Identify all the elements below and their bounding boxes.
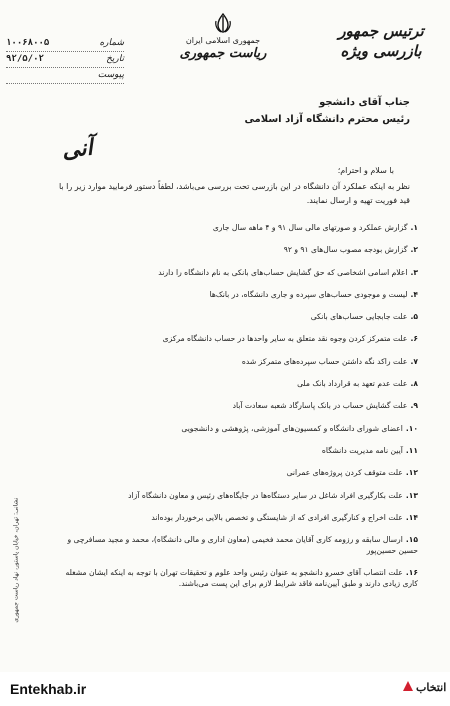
list-item (48, 445, 418, 456)
list-item (48, 222, 418, 233)
list-item-text: علت متوقف کردن پروژه‌های عمرانی (286, 468, 403, 478)
header-reference-block (6, 36, 124, 84)
request-list (48, 222, 418, 601)
intro-paragraph: نظر به اینکه عملکرد آن دانشگاه در این بازرسی تحت بررسی می‌باشد، لطفاً دستور فرمایید موارد زیر را با قید فوریت تهیه و ارسال نمایند. (58, 182, 410, 205)
list-item-number: ۱۵. (405, 535, 418, 545)
list-item-number: ۱۶. (405, 568, 418, 578)
list-item-number: ۱۲. (405, 468, 418, 478)
logo-text: انتخاب (416, 681, 447, 694)
list-item-text: لیست و موجودی حساب‌های سپرده و جاری دانشگاه، در بانک‌ها (209, 289, 408, 299)
reference-number-row (6, 36, 124, 52)
list-item-text: ارسال سابقه و رزومه کاری آقایان محمد فخیمی (معاون اداری و مالی دانشگاه)، محمد و مجید مسافرچی و حسین حسین‌پور (67, 535, 418, 556)
addressee-title: رئیس محترم دانشگاه آزاد اسلامی (244, 114, 410, 125)
margin-note (8, 497, 20, 660)
list-item-text: علت متمرکز کردن وجوه نقد متعلق به سایر واحدها در حساب دانشگاه مرکزی (162, 334, 408, 344)
list-item (48, 534, 418, 556)
list-item (48, 378, 418, 389)
list-item-text: گزارش بودجه مصوب سال‌های ۹۱ و ۹۲ (283, 245, 408, 255)
list-item-number: ۷. (410, 356, 418, 366)
list-item-text: آیین نامه مدیریت دانشگاه (321, 445, 403, 455)
header-office-line2: بازرسی ویژه (340, 42, 422, 60)
footer-bar (0, 672, 450, 706)
list-item-number: ۱۳. (405, 490, 418, 500)
footer-brand-link[interactable]: Entekhab.ir (10, 681, 87, 697)
list-item (48, 267, 418, 278)
logo-mark-icon (402, 680, 414, 692)
greeting-line: با سلام و احترام؛ (337, 166, 394, 175)
list-item (48, 289, 418, 300)
addressee-name: جناب آقای دانشجو (319, 97, 410, 108)
list-item-text: علت انتصاب آقای خسرو دانشجو به عنوان رئیس واحد علوم و تحقیقات تهران با توجه به اینکه ایشان مشغله کاری زیادی دارند و طبق آیین‌نامه فاقد شرایط لازم برای این پست می‌باشند. (65, 568, 418, 589)
list-item (48, 356, 418, 367)
list-item-number: ۳. (410, 267, 418, 277)
list-item-text: علت جابجایی حساب‌های بانکی (310, 312, 408, 322)
list-item-number: ۶. (410, 334, 418, 344)
reference-date-label: تاریخ (106, 54, 124, 64)
list-item (48, 567, 418, 589)
header-emblem-block (168, 12, 278, 61)
list-item-number: ۱۱. (405, 445, 418, 455)
addressee-block (244, 94, 410, 128)
handwritten-signature: آنی (60, 134, 94, 164)
margin-note-text: نشانی: تهران، خیابان پاستور، نهاد ریاست جمهوری (12, 497, 20, 623)
list-item (48, 244, 418, 255)
reference-number-value: ۱۰۰۶۸۰۰۵ (6, 38, 50, 48)
list-item-text: علت عدم تعهد به قرارداد بانک ملی (297, 379, 408, 389)
list-item-number: ۸. (410, 379, 418, 389)
list-item-number: ۹. (410, 401, 418, 411)
list-item-text: اعضای شورای دانشگاه و کمسیون‌های آموزشی، پژوهشی و دانشجویی (181, 423, 403, 433)
list-item (48, 311, 418, 322)
list-item-number: ۴. (410, 289, 418, 299)
header-country-name: جمهوری اسلامی ایران (185, 36, 261, 45)
list-item (48, 333, 418, 344)
list-item-text: علت گشایش حساب در بانک پاسارگاد شعبه سعادت آباد (232, 401, 408, 411)
list-item-text: اعلام اسامی اشخاصی که حق گشایش حساب‌های بانکی به نام دانشگاه را دارند (158, 267, 408, 277)
reference-date-row (6, 52, 124, 68)
reference-attachment-row (6, 68, 124, 84)
reference-date-value: ۹۲/۵/۰۲ (6, 54, 44, 64)
list-item (48, 467, 418, 478)
iran-emblem-icon (212, 12, 234, 34)
list-item-text: علت راکد نگه داشتن حساب سپرده‌های متمرکز شده (241, 356, 408, 366)
list-item-number: ۲. (410, 245, 418, 255)
list-item (48, 512, 418, 523)
list-item-number: ۱۴. (405, 512, 418, 522)
header-office-line1: ترتیس جمهور (338, 22, 424, 40)
footer-logo[interactable] (402, 678, 447, 700)
header-presidency: ریاست جمهوری (179, 46, 267, 61)
reference-number-label: شماره (99, 38, 124, 48)
list-item-number: ۱۰. (405, 423, 418, 433)
list-item-text: علت بکارگیری افراد شاغل در سایر دستگاه‌ها در جایگاه‌های رئیس و معاون دانشگاه آزاد (128, 490, 403, 500)
reference-attachment-label: پیوست (97, 70, 124, 80)
list-item-text: گزارش عملکرد و صورتهای مالی سال ۹۱ و ۴ ماهه سال جاری (212, 223, 408, 232)
list-item-number: ۱. (410, 223, 418, 232)
list-item (48, 400, 418, 411)
list-item-number: ۵. (410, 312, 418, 322)
list-item (48, 490, 418, 501)
list-item-text: علت اخراج و کنارگیری افرادی که از شایستگی و تخصص بالایی برخوردار بوده‌اند (151, 512, 403, 522)
header-office-title (326, 22, 436, 60)
list-item (48, 423, 418, 434)
